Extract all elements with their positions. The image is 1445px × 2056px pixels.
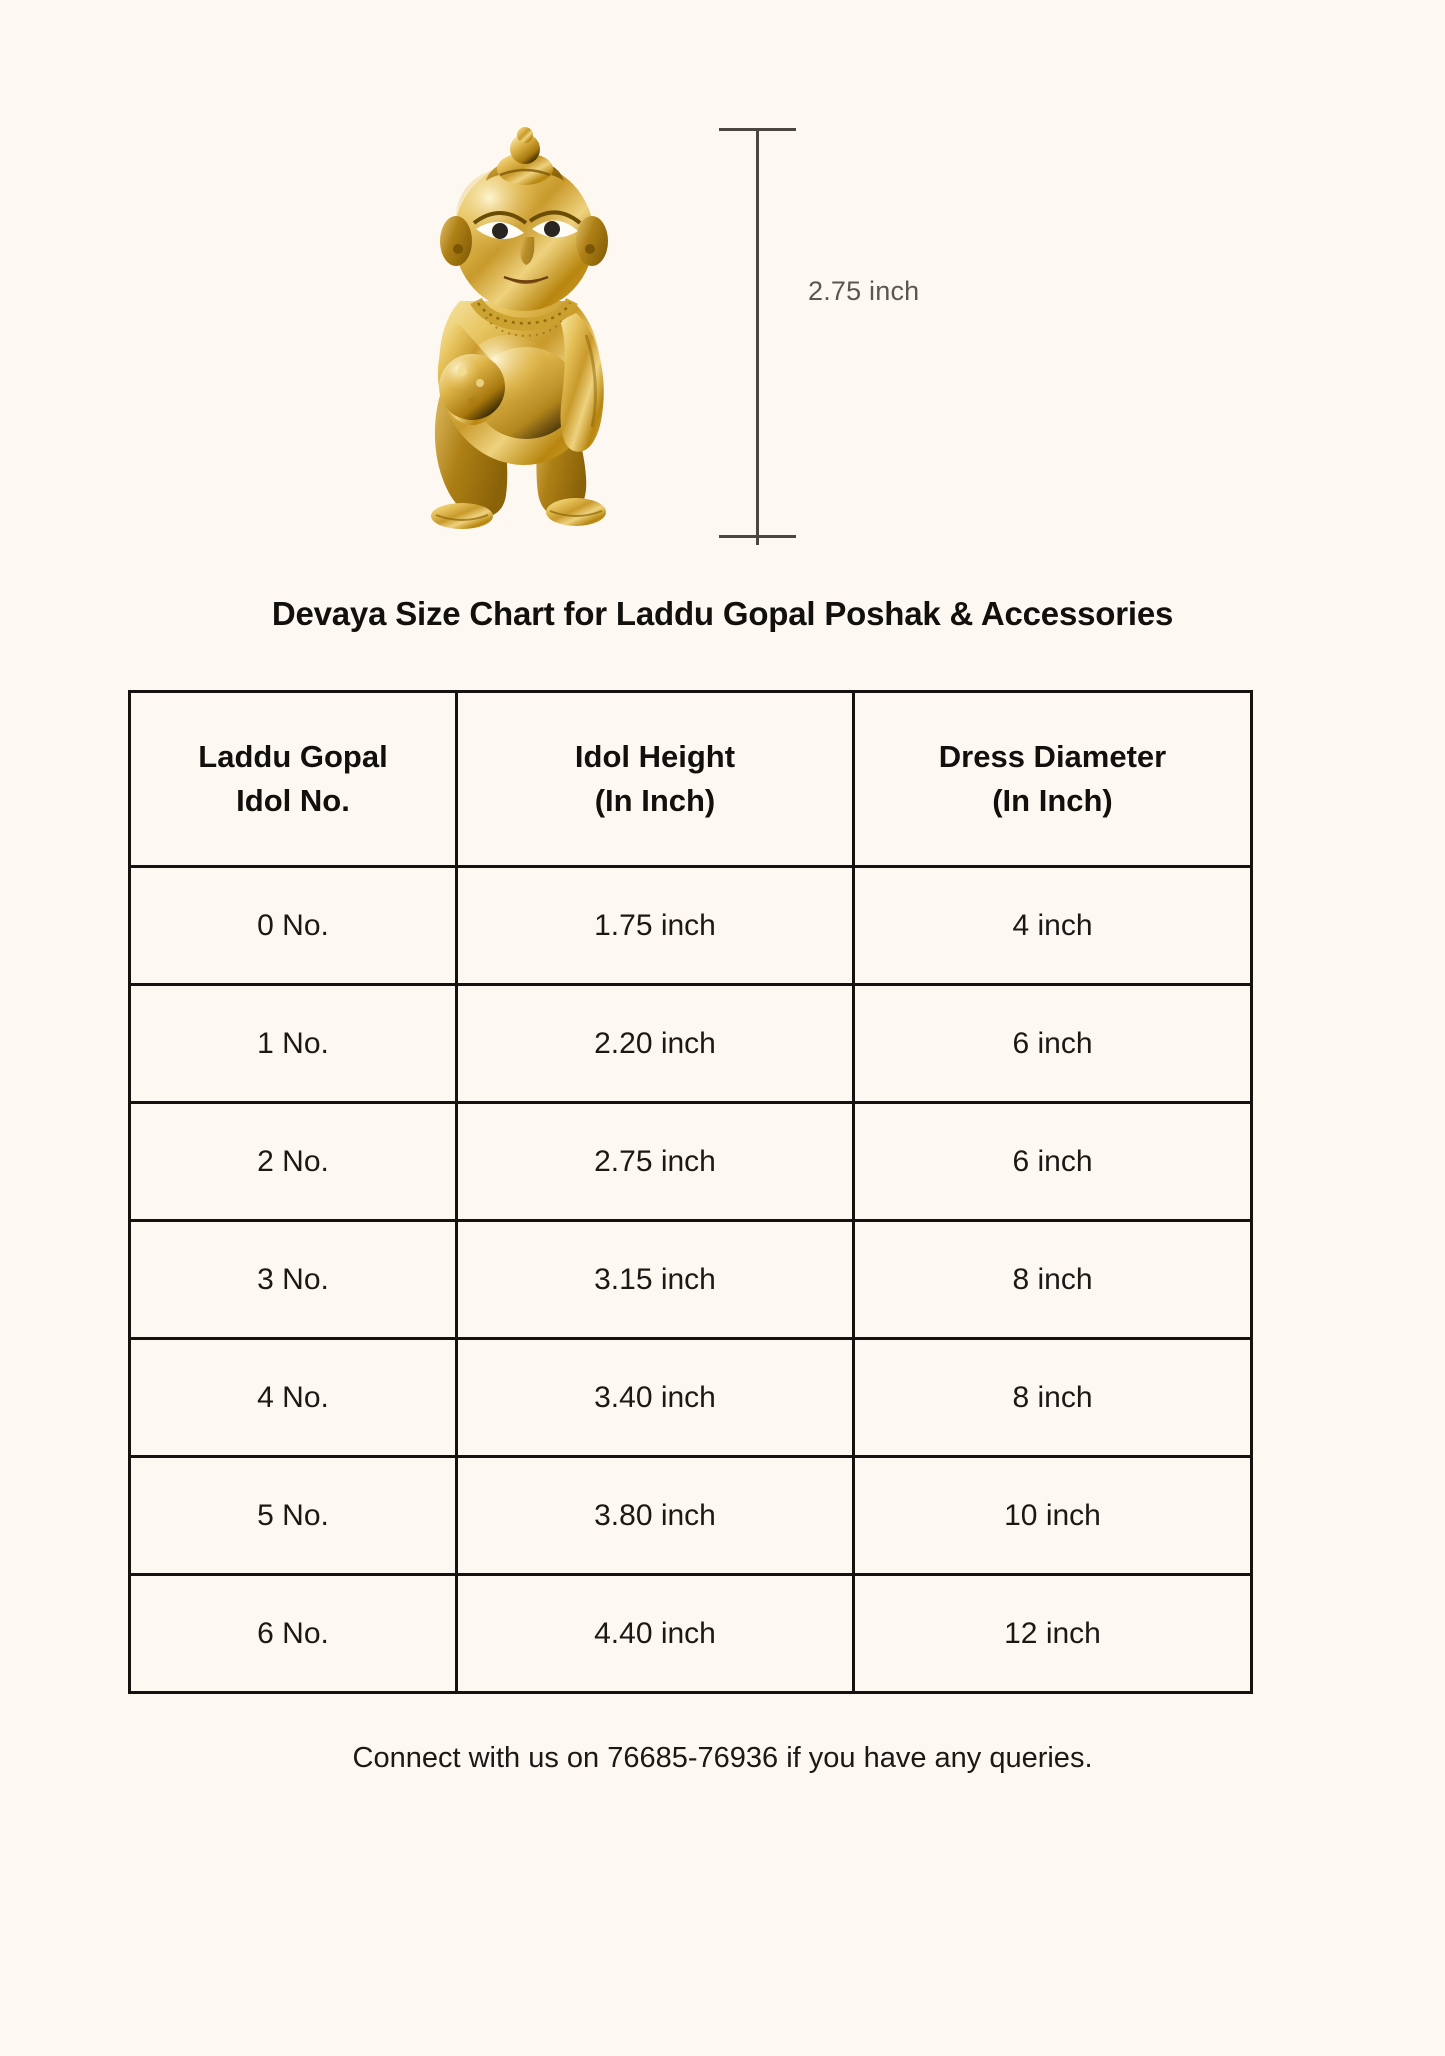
contact-footer-note: Connect with us on 76685-76936 if you have any queries. bbox=[352, 1742, 1093, 1774]
column-header-idol-no bbox=[130, 692, 457, 867]
cell-idol-no: 0 No. bbox=[130, 867, 457, 985]
dimension-cap-bottom bbox=[719, 535, 796, 538]
cell-dress-diameter: 6 inch bbox=[854, 985, 1252, 1103]
table-header bbox=[130, 692, 1252, 867]
dimension-line bbox=[756, 128, 759, 545]
column-header-idol-no-line2: Idol No. bbox=[236, 783, 350, 818]
column-header-dress-diameter bbox=[854, 692, 1252, 867]
cell-idol-height: 3.80 inch bbox=[457, 1457, 854, 1575]
cell-dress-diameter: 4 inch bbox=[854, 867, 1252, 985]
cell-idol-no: 4 No. bbox=[130, 1339, 457, 1457]
height-dimension-annotation bbox=[700, 118, 1020, 548]
cell-dress-diameter: 6 inch bbox=[854, 1103, 1252, 1221]
table-body bbox=[130, 867, 1252, 1693]
size-chart-table bbox=[128, 690, 1253, 1694]
table-row bbox=[130, 1221, 1252, 1339]
column-header-idol-height-line1: Idol Height bbox=[574, 738, 736, 774]
table-row bbox=[130, 1457, 1252, 1575]
cell-idol-no: 1 No. bbox=[130, 985, 457, 1103]
cell-idol-no: 2 No. bbox=[130, 1103, 457, 1221]
cell-idol-height: 3.40 inch bbox=[457, 1339, 854, 1457]
column-header-idol-no-line1: Laddu Gopal bbox=[198, 738, 388, 774]
page-title: Devaya Size Chart for Laddu Gopal Poshak & Accessories bbox=[271, 595, 1174, 632]
table-row bbox=[130, 1103, 1252, 1221]
cell-idol-height: 2.75 inch bbox=[457, 1103, 854, 1221]
cell-idol-height: 3.15 inch bbox=[457, 1221, 854, 1339]
column-header-dress-diameter-line2: (In Inch) bbox=[992, 783, 1113, 818]
cell-idol-height: 4.40 inch bbox=[457, 1575, 854, 1693]
table-row bbox=[130, 867, 1252, 985]
cell-dress-diameter: 8 inch bbox=[854, 1221, 1252, 1339]
table-row bbox=[130, 1339, 1252, 1457]
column-header-idol-height-line2: (In Inch) bbox=[594, 783, 716, 818]
table-row bbox=[130, 985, 1252, 1103]
column-header-dress-diameter-line1: Dress Diameter bbox=[938, 738, 1167, 774]
table-header-row bbox=[130, 692, 1252, 867]
laddu-gopal-idol-image bbox=[400, 125, 650, 535]
cell-dress-diameter: 8 inch bbox=[854, 1339, 1252, 1457]
cell-dress-diameter: 12 inch bbox=[854, 1575, 1252, 1693]
cell-idol-height: 1.75 inch bbox=[457, 867, 854, 985]
cell-idol-no: 6 No. bbox=[130, 1575, 457, 1693]
cell-idol-no: 5 No. bbox=[130, 1457, 457, 1575]
dimension-label: 2.75 inch bbox=[808, 276, 920, 306]
cell-idol-no: 3 No. bbox=[130, 1221, 457, 1339]
cell-dress-diameter: 10 inch bbox=[854, 1457, 1252, 1575]
column-header-idol-height bbox=[457, 692, 854, 867]
cell-idol-height: 2.20 inch bbox=[457, 985, 854, 1103]
hero-section bbox=[0, 0, 1445, 600]
table-row bbox=[130, 1575, 1252, 1693]
